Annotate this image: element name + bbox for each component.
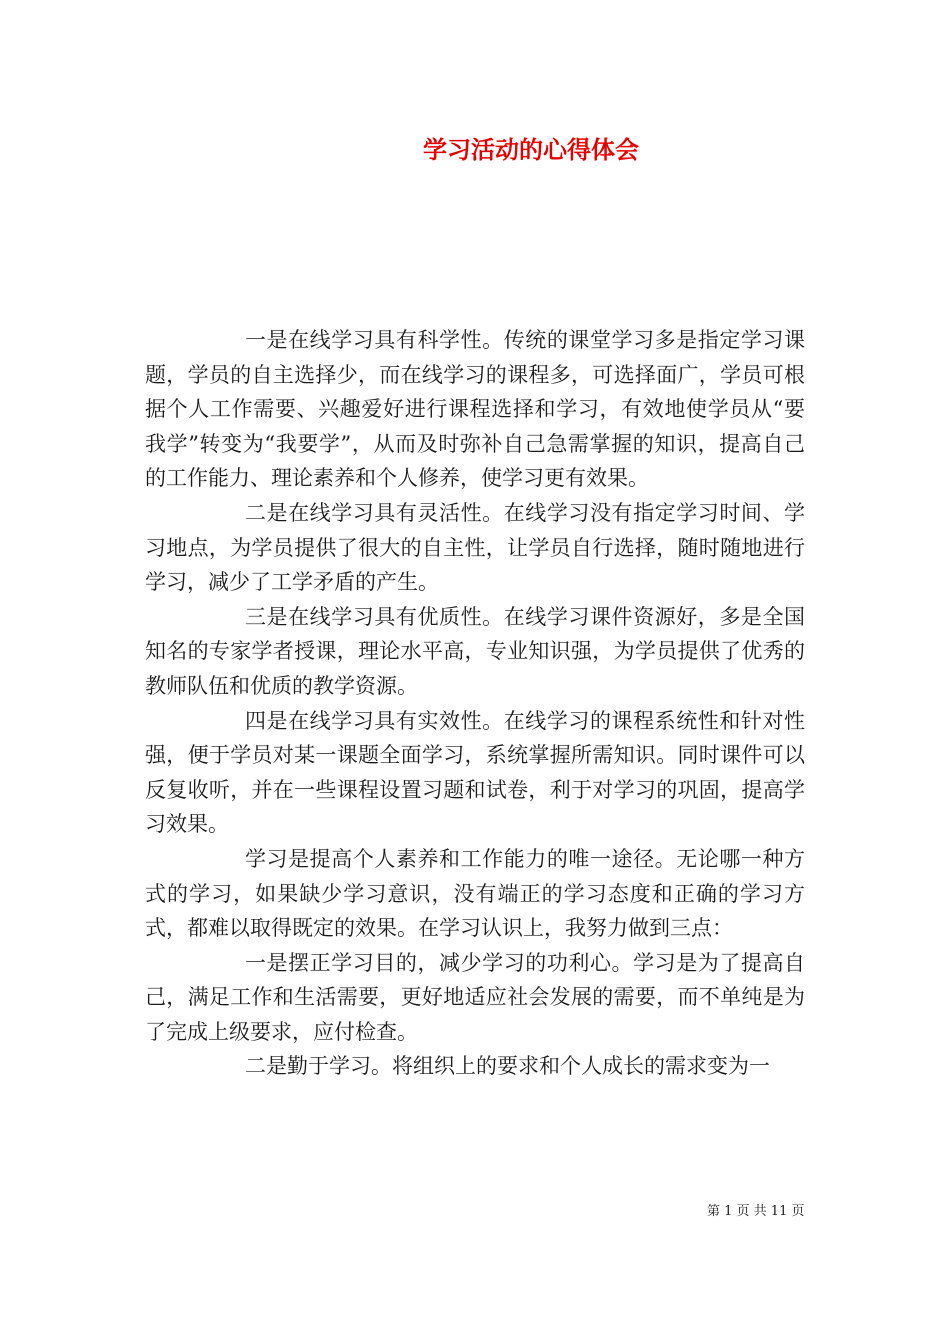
body-paragraph: 三是在线学习具有优质性。在线学习课件资源好，多是全国知名的专家学者授课，理论水平高，专业知识强，为学员提供了优秀的教师队伍和优质的教学资源。 <box>145 604 805 698</box>
body-paragraph: 学习是提高个人素养和工作能力的唯一途径。无论哪一种方式的学习，如果缺少学习意识，没有端正的学习态度和正确的学习方式，都难以取得既定的效果。在学习认识上，我努力做到三点： <box>145 846 805 941</box>
body-paragraph: 一是摆正学习目的，减少学习的功利心。学习是为了提高自己，满足工作和生活需要，更好地适应社会发展的需要，而不单纯是为了完成上级要求，应付检查。 <box>145 950 805 1044</box>
document-title: 学习活动的心得体会 <box>423 135 639 164</box>
page-number-footer: 第 1 页 共 11 页 <box>707 1204 805 1219</box>
body-paragraph: 二是在线学习具有灵活性。在线学习没有指定学习时间、学习地点，为学员提供了很大的自主性，让学员自行选择，随时随地进行学习，减少了工学矛盾的产生。 <box>145 500 805 595</box>
body-paragraph: 二是勤于学习。将组织上的要求和个人成长的需求变为一 <box>245 1054 770 1079</box>
document-body <box>145 323 805 1084</box>
body-paragraph: 四是在线学习具有实效性。在线学习的课程系统性和针对性强，便于学员对某一课题全面学习，系统掌握所需知识。同时课件可以反复收听，并在一些课程设置习题和试卷，利于对学习的巩固，提高学习效果。 <box>145 708 805 837</box>
body-paragraph: 一是在线学习具有科学性。传统的课堂学习多是指定学习课题，学员的自主选择少，而在线学习的课程多，可选择面广，学员可根据个人工作需要、兴趣爱好进行课程选择和学习，有效地使学员从“要我学”转变为“我要学”，从而及时弥补自己急需掌握的知识，提高自己的工作能力、理论素养和个人修养，使学习更有效果。 <box>145 328 805 491</box>
